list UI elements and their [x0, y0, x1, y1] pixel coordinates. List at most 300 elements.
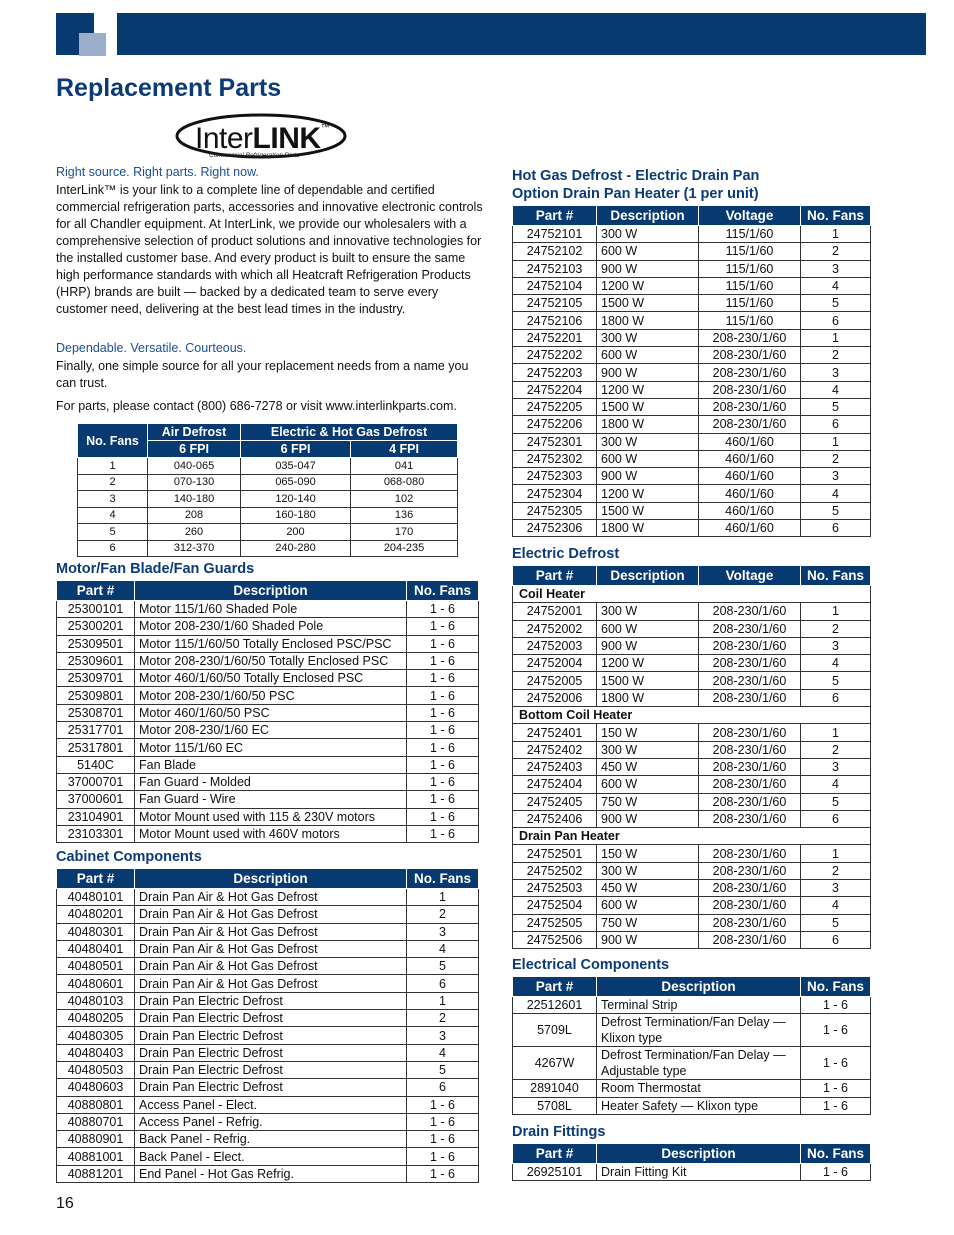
table-cell: Drain Pan Electric Defrost — [135, 1079, 407, 1096]
table-cell: 600 W — [597, 243, 699, 260]
table-cell: 065-090 — [241, 474, 351, 491]
table-row — [513, 502, 871, 519]
table-cell: 208-230/1/60 — [699, 741, 801, 758]
table-row — [78, 474, 458, 491]
table-cell: 208-230/1/60 — [699, 655, 801, 672]
table-cell: 150 W — [597, 724, 699, 741]
table-cell: 450 W — [597, 880, 699, 897]
table-cell: 5709L — [513, 1014, 597, 1047]
table-cell: 120-140 — [241, 491, 351, 508]
table-cell: 136 — [351, 507, 458, 524]
table-cell: 23104901 — [57, 808, 135, 825]
intro-lead-2: Dependable. Versatile. Courteous. — [56, 341, 247, 355]
table-cell: 2 — [801, 862, 871, 879]
table-cell: 1 — [407, 992, 479, 1009]
table-cell: 24752506 — [513, 931, 597, 948]
table-row — [513, 689, 871, 706]
table-cell: 1 - 6 — [407, 652, 479, 669]
table-cell: 40880701 — [57, 1113, 135, 1130]
table-cell: 115/1/60 — [699, 295, 801, 312]
hotgas-title-line-2: Option Drain Pan Heater (1 per unit) — [512, 186, 759, 202]
table-cell: 24752404 — [513, 776, 597, 793]
table-row — [57, 687, 479, 704]
table-row — [513, 793, 871, 810]
table-cell: 6 — [78, 540, 148, 557]
table-row — [57, 825, 479, 842]
table-row — [513, 364, 871, 381]
table-row — [57, 739, 479, 756]
table-cell: 1 - 6 — [407, 1113, 479, 1130]
table-cell: 208-230/1/60 — [699, 689, 801, 706]
table-cell: 2 — [407, 1010, 479, 1027]
table-row — [513, 347, 871, 364]
table-cell: 208-230/1/60 — [699, 776, 801, 793]
table-cell: 4 — [801, 776, 871, 793]
table-cell: 1 — [407, 889, 479, 906]
fan-table-header-elec: Electric & Hot Gas Defrost — [241, 424, 458, 441]
table-cell: 24752201 — [513, 329, 597, 346]
table-cell: 312-370 — [148, 540, 241, 557]
coil-heater-subheading: Coil Heater — [513, 586, 871, 603]
table-cell: 25308701 — [57, 704, 135, 721]
table-cell: 1 - 6 — [407, 601, 479, 618]
table-cell: 40881201 — [57, 1165, 135, 1182]
table-row — [513, 880, 871, 897]
table-cell: 208-230/1/60 — [699, 364, 801, 381]
table-cell: 24752504 — [513, 897, 597, 914]
table-cell: Motor Mount used with 460V motors — [135, 825, 407, 842]
table-cell: 40480503 — [57, 1061, 135, 1078]
table-cell: 6 — [801, 810, 871, 827]
table-cell: 25309601 — [57, 652, 135, 669]
table-cell: 24752204 — [513, 381, 597, 398]
table-cell: 1 - 6 — [407, 687, 479, 704]
page-number: 16 — [56, 1195, 74, 1212]
table-cell: Drain Pan Air & Hot Gas Defrost — [135, 906, 407, 923]
table-cell: Motor Mount used with 115 & 230V motors — [135, 808, 407, 825]
table-row — [513, 862, 871, 879]
table-cell: 37000701 — [57, 773, 135, 790]
table-row — [57, 923, 479, 940]
table-row — [513, 1097, 871, 1114]
table-cell: 1 - 6 — [407, 722, 479, 739]
table-cell: 208-230/1/60 — [699, 416, 801, 433]
table-cell: 1 — [801, 329, 871, 346]
table-cell: 6 — [801, 689, 871, 706]
table-cell: 1 - 6 — [801, 1097, 871, 1114]
intro-paragraph-2: Finally, one simple source for all your replacement needs from a name you can trust. — [56, 359, 469, 390]
table-row — [513, 637, 871, 654]
table-cell: Defrost Termination/Fan Delay — Klixon type — [597, 1014, 801, 1047]
table-cell: 5 — [801, 398, 871, 415]
table-cell: 204-235 — [351, 540, 458, 557]
table-cell: 300 W — [597, 433, 699, 450]
table-cell: 1 - 6 — [407, 1148, 479, 1165]
table-cell: 1200 W — [597, 655, 699, 672]
table-cell: Motor 115/1/60 EC — [135, 739, 407, 756]
table-cell: 2 — [407, 906, 479, 923]
table-cell: 24752103 — [513, 260, 597, 277]
table-row — [513, 914, 871, 931]
table-cell: 460/1/60 — [699, 485, 801, 502]
table-cell: 070-130 — [148, 474, 241, 491]
table-row — [513, 226, 871, 243]
table-cell: 5 — [801, 914, 871, 931]
table-row — [513, 468, 871, 485]
table-cell: 4 — [801, 485, 871, 502]
table-cell: 115/1/60 — [699, 312, 801, 329]
table-cell: 1 — [801, 603, 871, 620]
table-row — [57, 975, 479, 992]
table-cell: 24752001 — [513, 603, 597, 620]
table-cell: 3 — [801, 637, 871, 654]
table-cell: 25300101 — [57, 601, 135, 618]
table-cell: 3 — [801, 364, 871, 381]
table-cell: 1 - 6 — [801, 997, 871, 1014]
table-cell: Drain Pan Air & Hot Gas Defrost — [135, 889, 407, 906]
table-cell: 900 W — [597, 810, 699, 827]
motor-header-part: Part # — [57, 581, 135, 601]
table-cell: 3 — [78, 491, 148, 508]
table-cell: 40480603 — [57, 1079, 135, 1096]
table-cell: Drain Pan Electric Defrost — [135, 1010, 407, 1027]
table-cell: 068-080 — [351, 474, 458, 491]
cabinet-section-title: Cabinet Components — [56, 849, 202, 865]
table-cell: 1800 W — [597, 312, 699, 329]
table-cell: 40480301 — [57, 923, 135, 940]
table-cell: 40480103 — [57, 992, 135, 1009]
table-cell: 22512601 — [513, 997, 597, 1014]
table-cell: 300 W — [597, 862, 699, 879]
table-cell: 37000601 — [57, 791, 135, 808]
table-cell: 6 — [407, 1079, 479, 1096]
table-row — [513, 295, 871, 312]
table-cell: 208-230/1/60 — [699, 758, 801, 775]
table-row — [513, 655, 871, 672]
table-cell: 24752002 — [513, 620, 597, 637]
table-cell: 200 — [241, 524, 351, 541]
table-cell: 24752205 — [513, 398, 597, 415]
table-cell: Terminal Strip — [597, 997, 801, 1014]
table-cell: Drain Pan Air & Hot Gas Defrost — [135, 975, 407, 992]
table-cell: 115/1/60 — [699, 226, 801, 243]
table-cell: 24752106 — [513, 312, 597, 329]
cabinet-header-description: Description — [135, 869, 407, 889]
table-row — [57, 889, 479, 906]
table-row — [513, 329, 871, 346]
table-cell: 1 — [801, 226, 871, 243]
table-row — [513, 416, 871, 433]
table-cell: 300 W — [597, 741, 699, 758]
table-cell: 2 — [801, 347, 871, 364]
table-row — [57, 722, 479, 739]
table-row — [57, 1010, 479, 1027]
table-cell: Drain Pan Electric Defrost — [135, 1044, 407, 1061]
table-cell: 900 W — [597, 637, 699, 654]
table-cell: 3 — [801, 260, 871, 277]
table-cell: 40480401 — [57, 940, 135, 957]
table-cell: 1 - 6 — [407, 1131, 479, 1148]
table-cell: 24752203 — [513, 364, 597, 381]
electric-header-voltage: Voltage — [699, 566, 801, 586]
table-cell: 300 W — [597, 329, 699, 346]
table-cell: Motor 460/1/60/50 PSC — [135, 704, 407, 721]
drain-parts-table — [512, 1143, 871, 1181]
electrical-header-part: Part # — [513, 977, 597, 997]
table-cell: 170 — [351, 524, 458, 541]
table-cell: 2 — [801, 450, 871, 467]
drain-section-title: Drain Fittings — [512, 1124, 606, 1140]
table-cell: Drain Pan Electric Defrost — [135, 1061, 407, 1078]
hotgas-parts-table — [512, 205, 871, 537]
table-cell: 208-230/1/60 — [699, 845, 801, 862]
table-cell: 24752303 — [513, 468, 597, 485]
table-cell: 40880801 — [57, 1096, 135, 1113]
interlink-logo — [175, 113, 350, 163]
table-cell: Fan Blade — [135, 756, 407, 773]
table-row — [513, 277, 871, 294]
table-cell: 24752004 — [513, 655, 597, 672]
table-cell: 208-230/1/60 — [699, 724, 801, 741]
table-cell: 115/1/60 — [699, 277, 801, 294]
table-cell: 600 W — [597, 347, 699, 364]
table-cell: 24752501 — [513, 845, 597, 862]
table-row — [57, 756, 479, 773]
table-cell: 160-180 — [241, 507, 351, 524]
table-cell: Back Panel - Elect. — [135, 1148, 407, 1165]
table-cell: 1 - 6 — [407, 773, 479, 790]
table-cell: Motor 115/1/60 Shaded Pole — [135, 601, 407, 618]
table-cell: 140-180 — [148, 491, 241, 508]
table-row — [513, 897, 871, 914]
table-row — [513, 810, 871, 827]
table-cell: 150 W — [597, 845, 699, 862]
table-cell: 900 W — [597, 468, 699, 485]
table-cell: 24752105 — [513, 295, 597, 312]
table-cell: 1500 W — [597, 672, 699, 689]
table-cell: 1500 W — [597, 398, 699, 415]
table-cell: 1500 W — [597, 502, 699, 519]
table-cell: 3 — [407, 923, 479, 940]
table-row — [513, 1014, 871, 1047]
table-row — [78, 540, 458, 557]
table-cell: 260 — [148, 524, 241, 541]
table-cell: 6 — [407, 975, 479, 992]
table-cell: 208-230/1/60 — [699, 347, 801, 364]
table-cell: 5 — [407, 1061, 479, 1078]
table-cell: 5140C — [57, 756, 135, 773]
table-cell: Fan Guard - Molded — [135, 773, 407, 790]
table-cell: Motor 208-230/1/60 Shaded Pole — [135, 618, 407, 635]
table-cell: 208-230/1/60 — [699, 914, 801, 931]
table-cell: Heater Safety — Klixon type — [597, 1097, 801, 1114]
table-row — [513, 485, 871, 502]
table-cell: 24752401 — [513, 724, 597, 741]
intro-lead-1: Right source. Right parts. Right now. — [56, 165, 259, 179]
table-cell: 1 - 6 — [407, 808, 479, 825]
fan-table-header-elec-4fpi: 4 FPI — [351, 441, 458, 458]
hotgas-header-part: Part # — [513, 206, 597, 226]
electric-section-title: Electric Defrost — [512, 546, 620, 562]
table-cell: Drain Pan Air & Hot Gas Defrost — [135, 923, 407, 940]
table-cell: 24752104 — [513, 277, 597, 294]
table-cell: 1500 W — [597, 295, 699, 312]
table-cell: Access Panel - Elect. — [135, 1096, 407, 1113]
table-cell: 1200 W — [597, 277, 699, 294]
table-cell: Fan Guard - Wire — [135, 791, 407, 808]
table-cell: 1 - 6 — [407, 1096, 479, 1113]
table-row — [513, 381, 871, 398]
table-cell: 23103301 — [57, 825, 135, 842]
table-cell: 4 — [407, 940, 479, 957]
fan-table-header-elec-6fpi: 6 FPI — [241, 441, 351, 458]
table-row — [513, 398, 871, 415]
table-cell: 24752502 — [513, 862, 597, 879]
fan-table-header-air-fpi: 6 FPI — [148, 441, 241, 458]
table-cell: 115/1/60 — [699, 243, 801, 260]
table-row — [57, 940, 479, 957]
table-row — [57, 791, 479, 808]
motor-section-title: Motor/Fan Blade/Fan Guards — [56, 561, 255, 577]
table-cell: 40480305 — [57, 1027, 135, 1044]
table-cell: 40480403 — [57, 1044, 135, 1061]
table-cell: 1 - 6 — [801, 1164, 871, 1181]
table-cell: 24752006 — [513, 689, 597, 706]
table-row — [513, 243, 871, 260]
table-cell: 1 - 6 — [801, 1014, 871, 1047]
table-cell: Drain Pan Electric Defrost — [135, 992, 407, 1009]
table-cell: 24752301 — [513, 433, 597, 450]
motor-header-description: Description — [135, 581, 407, 601]
table-cell: 26925101 — [513, 1164, 597, 1181]
table-cell: 460/1/60 — [699, 433, 801, 450]
table-cell: Motor 208-230/1/60/50 PSC — [135, 687, 407, 704]
table-cell: 1 - 6 — [407, 618, 479, 635]
table-row — [513, 1164, 871, 1181]
table-cell: 102 — [351, 491, 458, 508]
table-cell: 24752306 — [513, 520, 597, 537]
table-cell: 5 — [801, 793, 871, 810]
table-cell: 300 W — [597, 226, 699, 243]
electric-header-description: Description — [597, 566, 699, 586]
contact-paragraph: For parts, please contact (800) 686-7278 or visit www.interlinkparts.com. — [56, 399, 457, 413]
table-cell: 208-230/1/60 — [699, 672, 801, 689]
table-cell: 6 — [801, 312, 871, 329]
cabinet-header-part: Part # — [57, 869, 135, 889]
table-cell: 3 — [801, 758, 871, 775]
table-cell: 208-230/1/60 — [699, 880, 801, 897]
table-cell: 1 - 6 — [801, 1047, 871, 1080]
table-cell: 240-280 — [241, 540, 351, 557]
table-row — [57, 1061, 479, 1078]
table-cell: 208-230/1/60 — [699, 620, 801, 637]
table-cell: 1 - 6 — [407, 635, 479, 652]
table-cell: Motor 460/1/60/50 Totally Enclosed PSC — [135, 670, 407, 687]
table-cell: 208-230/1/60 — [699, 810, 801, 827]
table-row — [57, 1096, 479, 1113]
table-cell: 5 — [407, 958, 479, 975]
page-title: Replacement Parts — [56, 74, 282, 102]
table-cell: 208-230/1/60 — [699, 862, 801, 879]
table-row — [57, 1027, 479, 1044]
table-cell: 208 — [148, 507, 241, 524]
drain-header-description: Description — [597, 1144, 801, 1164]
hotgas-title-line-1: Hot Gas Defrost - Electric Drain Pan — [512, 168, 760, 184]
intro-paragraph-1: InterLink™ is your link to a complete line of dependable and certified commercial refrigeration parts, accessories and innovative electronic controls for all Chandler equipment. At InterLink, we provide our wholesalers with a comprehensive selection of product solutions and innovative technologies for the installed customer base. And every product is built to ensure the same high performance standards with which all Heatcraft Refrigeration Products (HRP) brands are built — backed by a dedicated team to serve every customer need, delivering at the best lead times in the industry. — [56, 183, 483, 316]
bottom-coil-heater-subheading: Bottom Coil Heater — [513, 707, 871, 724]
table-cell: 900 W — [597, 364, 699, 381]
table-cell: 24752202 — [513, 347, 597, 364]
cabinet-parts-table — [56, 868, 479, 1183]
table-cell: 460/1/60 — [699, 450, 801, 467]
table-cell: 5 — [801, 502, 871, 519]
table-row — [57, 958, 479, 975]
motor-header-fans: No. Fans — [407, 581, 479, 601]
table-row — [57, 808, 479, 825]
table-cell: 460/1/60 — [699, 502, 801, 519]
table-row — [57, 618, 479, 635]
table-cell: 24752005 — [513, 672, 597, 689]
table-cell: 040-065 — [148, 458, 241, 475]
table-cell: 5 — [801, 295, 871, 312]
table-cell: Motor 208-230/1/60 EC — [135, 722, 407, 739]
table-cell: 5 — [78, 524, 148, 541]
table-cell: 2891040 — [513, 1080, 597, 1097]
table-row — [57, 1148, 479, 1165]
table-cell: Motor 115/1/60/50 Totally Enclosed PSC/PSC — [135, 635, 407, 652]
table-row — [513, 260, 871, 277]
table-cell: 6 — [801, 931, 871, 948]
table-cell: 208-230/1/60 — [699, 398, 801, 415]
table-row — [57, 635, 479, 652]
table-cell: Drain Pan Electric Defrost — [135, 1027, 407, 1044]
table-cell: 1 - 6 — [407, 670, 479, 687]
table-cell: 40881001 — [57, 1148, 135, 1165]
table-cell: 041 — [351, 458, 458, 475]
table-cell: 6 — [801, 416, 871, 433]
table-row — [513, 603, 871, 620]
table-cell: 25309801 — [57, 687, 135, 704]
table-row — [57, 1131, 479, 1148]
motor-parts-table — [56, 580, 479, 843]
table-cell: 750 W — [597, 793, 699, 810]
table-cell: 2 — [78, 474, 148, 491]
table-row — [57, 1079, 479, 1096]
table-cell: 2 — [801, 243, 871, 260]
electric-header-fans: No. Fans — [801, 566, 871, 586]
table-cell: 1 - 6 — [407, 825, 479, 842]
header-square-light — [79, 33, 106, 56]
table-cell: 24752101 — [513, 226, 597, 243]
table-row — [78, 507, 458, 524]
table-row — [513, 672, 871, 689]
table-cell: Defrost Termination/Fan Delay — Adjustable type — [597, 1047, 801, 1080]
table-cell: 25300201 — [57, 618, 135, 635]
table-row — [57, 1113, 479, 1130]
table-cell: 25317701 — [57, 722, 135, 739]
table-cell: 4 — [801, 655, 871, 672]
table-cell: 1800 W — [597, 416, 699, 433]
table-cell: 4 — [78, 507, 148, 524]
table-cell: 1 - 6 — [407, 739, 479, 756]
table-cell: 25309701 — [57, 670, 135, 687]
table-row — [57, 1044, 479, 1061]
table-row — [78, 524, 458, 541]
table-cell: 300 W — [597, 603, 699, 620]
table-row — [513, 450, 871, 467]
table-cell: 24752102 — [513, 243, 597, 260]
table-row — [78, 458, 458, 475]
